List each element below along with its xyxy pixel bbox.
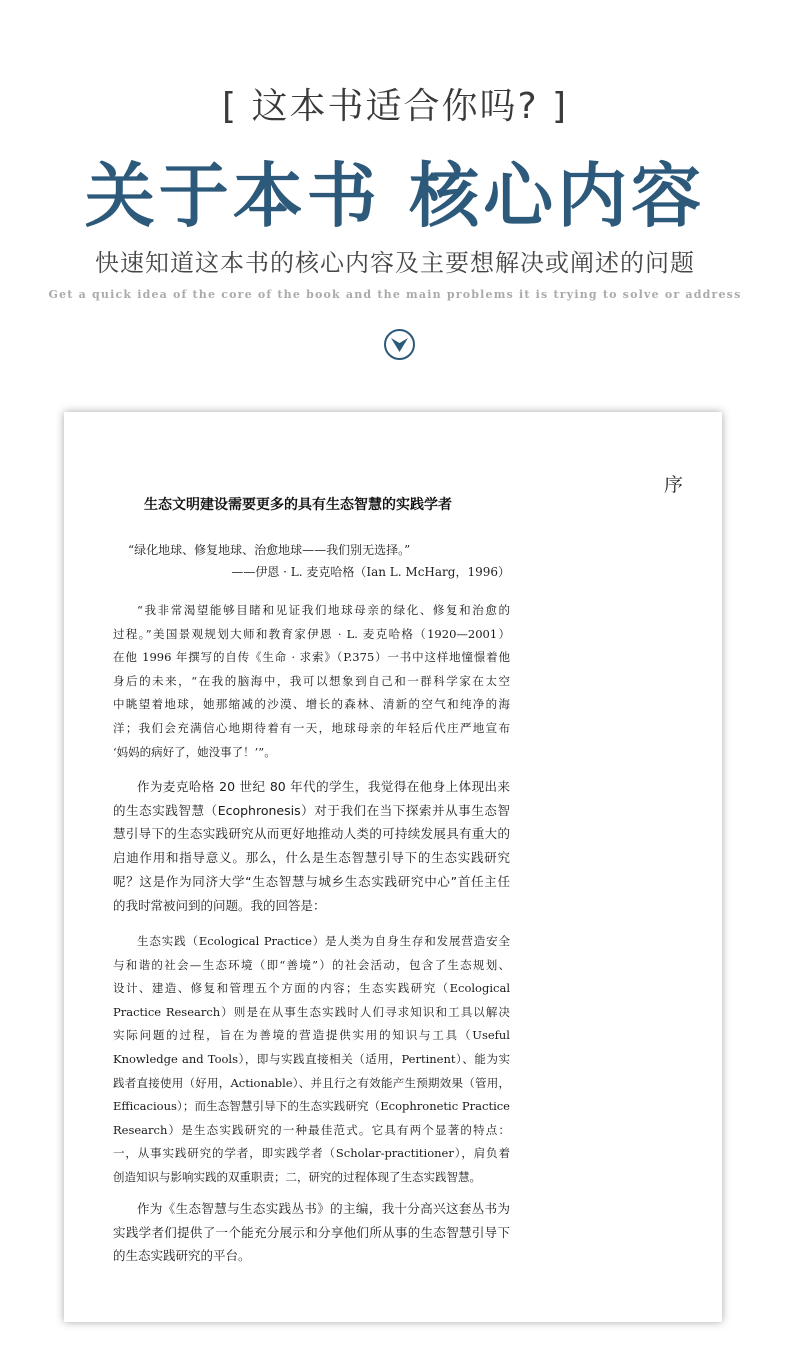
- en-description: Get a quick idea of the core of the book and the main problems it is trying to solve or address: [48, 288, 742, 301]
- sub-heading: [ 这本书适合你吗? ]: [221, 86, 569, 127]
- paragraph-line: 启迪作用和指导意义。那么，什么是生态智慧引导下的生态实践研究: [113, 850, 510, 866]
- paragraph-line: 创造知识与影响实践的双重职责；二，研究的过程体现了生态实践智慧。: [113, 1169, 481, 1184]
- paragraph-line: 洋；我们会充满信心地期待着有一天，地球母亲的年轻后代庄严地宣布: [113, 720, 510, 735]
- paragraph-line: Efficacious）；而生态智慧引导下的生态实践研究（Ecophronetic Practice: [113, 1099, 510, 1114]
- paragraph-line: Practice Research）则是在从事生态实践时人们寻求知识和工具以解决: [113, 1004, 510, 1019]
- paragraph-4: [113, 1197, 510, 1268]
- chevron-down-circle-icon: [384, 329, 415, 360]
- paragraph-1: [113, 599, 510, 764]
- paragraph-2: [113, 775, 510, 917]
- paragraph-line: 实践学者们提供了一个能充分展示和分享他们所从事的生态智慧引导下: [113, 1224, 510, 1240]
- paragraph-line: 实际问题的过程，旨在为善境的营造提供实用的知识与工具（Useful: [113, 1028, 510, 1043]
- book-page: [64, 412, 722, 1322]
- paragraph-3: [113, 930, 510, 1190]
- paragraph-line: 作为麦克哈格 20 世纪 80 年代的学生，我觉得在他身上体现出来: [137, 779, 510, 794]
- epigraph-quote: “绿化地球、修复地球、治愈地球——我们别无选择。”: [128, 543, 411, 557]
- paragraph-line: 与和谐的社会—生态环境（即“善境”）的社会活动，包含了生态规划、: [113, 957, 510, 972]
- paragraph-line: 呢？这是作为同济大学“生态智慧与城乡生态实践研究中心”首任主任: [113, 873, 510, 889]
- main-title: 关于本书 核心内容: [84, 154, 706, 237]
- paragraph-line: 在他 1996 年撰写的自传《生命 · 求索》（P.375）一书中这样地憧憬着他: [113, 650, 510, 665]
- paragraph-line: Research）是生态实践研究的一种最佳范式。它具有两个显著的特点：: [113, 1122, 510, 1137]
- paragraph-line: 慧引导下的生态实践研究从而更好地推动人类的可持续发展具有重大的: [113, 826, 510, 842]
- cn-description: 快速知道这本书的核心内容及主要想解决或阐述的问题: [95, 249, 695, 277]
- paragraph-line: 设计、建造、修复和管理五个方面的内容；生态实践研究（Ecological: [113, 981, 510, 996]
- paragraph-line: 过程。”美国景观规划大师和教育家伊恩 · L. 麦克哈格（1920—2001）: [113, 626, 510, 641]
- paragraph-line: 践者直接使用（好用，Actionable）、并且行之有效能产生预期效果（管用，: [113, 1075, 510, 1090]
- paragraph-line: “我非常渴望能够目睹和见证我们地球母亲的绿化、修复和治愈的: [137, 603, 510, 617]
- paragraph-line: 的生态实践研究的平台。: [113, 1248, 251, 1264]
- preface-title: 生态文明建设需要更多的具有生态智慧的实践学者: [144, 497, 452, 513]
- paragraph-line: 身后的未来，“在我的脑海中，我可以想象到自己和一群科学家在太空: [113, 673, 510, 688]
- paragraph-line: 作为《生态智慧与生态实践丛书》的主编，我十分高兴这套丛书为: [137, 1201, 510, 1216]
- paragraph-line: Knowledge and Tools），即与实践直接相关（适用，Pertinent）、能为实: [113, 1051, 510, 1066]
- paragraph-line: 中眺望着地球，她那缩减的沙漠、增长的森林、清新的空气和纯净的海: [113, 697, 510, 712]
- section-mark: 序: [664, 474, 684, 496]
- paragraph-line: ‘妈妈的病好了，她没事了！’”。: [113, 744, 276, 759]
- paragraph-line: 生态实践（Ecological Practice）是人类为自身生存和发展营造安全: [137, 934, 510, 948]
- paragraph-line: 一，从事实践研究的学者，即实践学者（Scholar-practitioner），肩负着: [113, 1146, 510, 1161]
- epigraph-attribution: ——伊恩 · L. 麦克哈格（Ian L. McHarg，1996）: [231, 565, 510, 579]
- paragraph-line: 的我时常被问到的问题。我的回答是：: [113, 897, 326, 913]
- paragraph-line: 的生态实践智慧（Ecophronesis）对于我们在当下探索并从事生态智: [113, 802, 510, 818]
